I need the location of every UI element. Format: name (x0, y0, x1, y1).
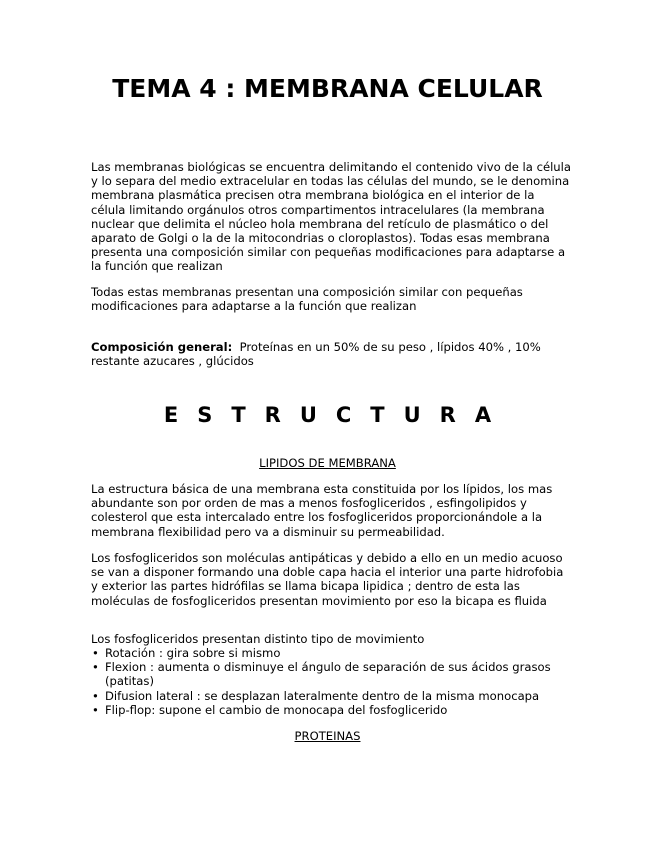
document-title: TEMA 4 : MEMBRANA CELULAR (112, 74, 543, 103)
movement-intro: Los fosfogliceridos presentan distinto tipo de movimiento (91, 632, 425, 646)
composition-label: Composición general: (91, 340, 233, 354)
movement-list (91, 646, 571, 717)
proteins-heading: PROTEINAS (294, 729, 361, 743)
intro-paragraph: Las membranas biológicas se encuentra delimitando el contenido vivo de la célula y lo separa del medio extracelular en todas las células del mundo, se le denomina membrana plasmática precisen otra membrana biológica en el interior de la célula limitando orgánulos otros compartimentos intracelulares (la membrana nuclear que delimita el núcleo hola membrana del retículo de plasmático o del aparato de Golgi o la de la mitocondrias o cloroplastos). Todas esas membrana presenta una composición similar con pequeñas modificaciones para adaptarse a la función que realizan (91, 160, 571, 274)
lipids-paragraph-1: La estructura básica de una membrana esta constituida por los lípidos, los mas abundante son por orden de mas a menos fosfogliceridos , esfingolipidos y colesterol que esta intercalado entre los fosfogliceridos proporcionándole a la membrana flexibilidad pero va a disminuir su permeabilidad. (91, 482, 553, 539)
lipids-heading: LIPIDOS DE MEMBRANA (259, 456, 396, 470)
list-item: • Flip-flop: supone el cambio de monocapa del fosfoglicerido (91, 703, 571, 717)
lipids-paragraph-2: Los fosfogliceridos son moléculas antipáticas y debido a ello en un medio acuoso se van a disponer formando una doble capa hacia el interior una parte hidrofobia y exterior las partes hidrófilas se llama bicapa lipidica ; dentro de esta las moléculas de fosfogliceridos presentan movimiento por eso la bicapa es fluida (91, 551, 564, 608)
composition-paragraph (91, 340, 571, 368)
second-paragraph: Todas estas membranas presentan una composición similar con pequeñas modificaciones para adaptarse a la función que realizan (91, 285, 523, 314)
list-item: • Difusion lateral : se desplazan lateralmente dentro de la misma monocapa (91, 689, 571, 703)
list-item: • Rotación : gira sobre si mismo (91, 646, 571, 660)
composition-text: Proteínas en un 50% de su peso , lípidos 40% , 10% restante azucares , glúcidos (91, 340, 541, 369)
list-item: • Flexion : aumenta o disminuye el ángulo de separación de sus ácidos grasos (patitas) (91, 660, 571, 688)
section-title-estructura: ESTRUCTURA (163, 403, 511, 427)
